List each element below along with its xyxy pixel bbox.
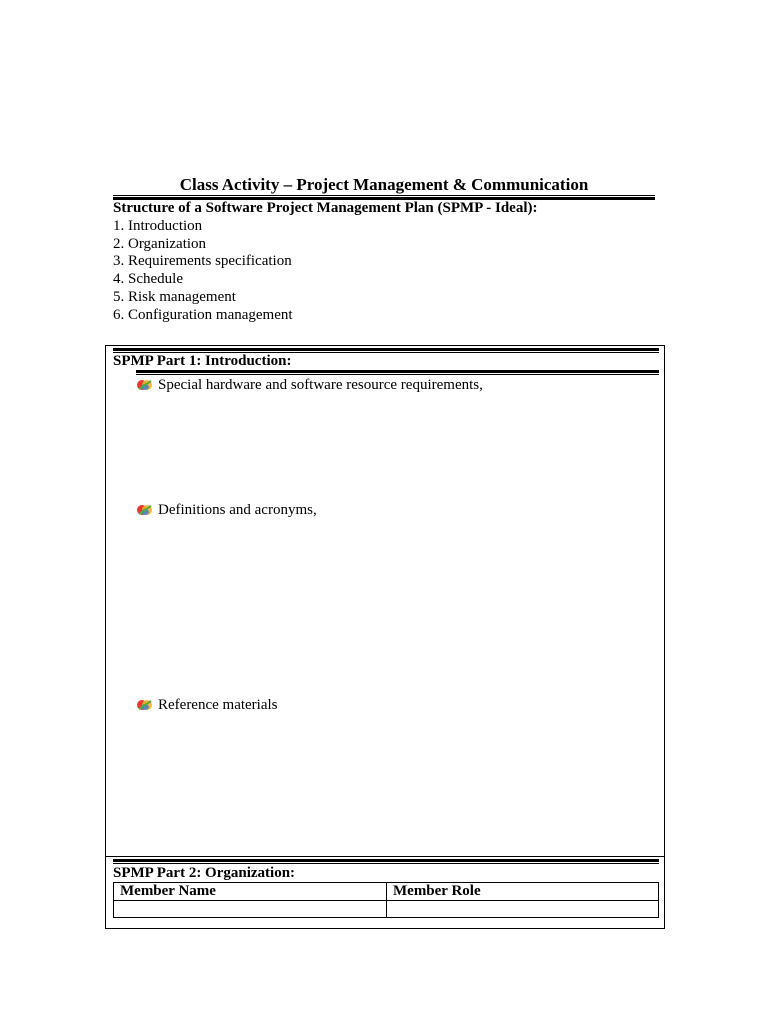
- bullet-text: Special hardware and software resource requirements,: [158, 377, 483, 393]
- part1-bullet-hardware: [136, 376, 483, 394]
- bullet-text: Reference materials: [158, 697, 278, 713]
- structure-list: [113, 218, 538, 325]
- part1-bullet-references: [136, 696, 278, 714]
- title-rule-thin: [113, 195, 655, 196]
- colorful-bullet-icon: [136, 378, 154, 392]
- structure-item: 5. Risk management: [113, 288, 236, 305]
- member-table: [113, 882, 659, 918]
- part1-title: SPMP Part 1: Introduction:: [113, 353, 292, 369]
- structure-heading: Structure of a Software Project Management Plan (SPMP - Ideal):: [113, 200, 538, 216]
- structure-item: 4. Schedule: [113, 271, 183, 288]
- part1-bullet-definitions: [136, 501, 317, 519]
- column-header-member-role: Member Role: [387, 883, 659, 901]
- member-name-cell[interactable]: [114, 901, 387, 918]
- part1-rule-thick-under: [136, 370, 659, 373]
- colorful-bullet-icon: [136, 698, 154, 712]
- spmp-structure: [113, 200, 538, 325]
- structure-item: 3. Requirements specification: [113, 253, 292, 270]
- bullet-text: Definitions and acronyms,: [158, 502, 317, 518]
- page-title: Class Activity – Project Management & Communication: [179, 175, 589, 194]
- colorful-bullet-icon: [136, 503, 154, 517]
- member-role-cell[interactable]: [387, 901, 659, 918]
- spmp-frame: [105, 345, 665, 929]
- structure-item: 2. Organization: [113, 235, 207, 252]
- table-header-row: [114, 883, 659, 901]
- column-header-member-name: Member Name: [114, 883, 387, 901]
- part2-rule-thick-top: [113, 859, 659, 862]
- table-row: [114, 901, 659, 918]
- part1-rule-thick-top: [113, 348, 659, 351]
- part2-title: SPMP Part 2: Organization:: [113, 865, 296, 881]
- part-divider-thin: [105, 856, 665, 857]
- structure-item: 6. Configuration management: [113, 306, 293, 323]
- structure-item: 1. Introduction: [113, 217, 203, 234]
- part1-rule-thin-under: [136, 374, 659, 375]
